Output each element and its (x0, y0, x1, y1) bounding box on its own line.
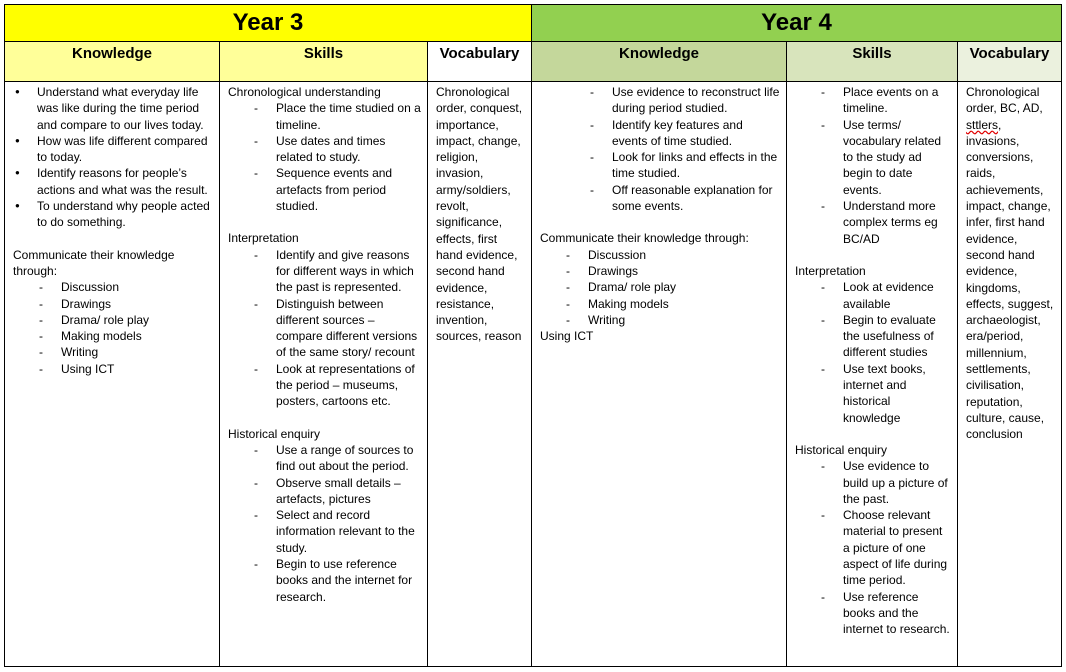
list-item: - Identify key features and events of time studied. (564, 117, 780, 150)
vocabulary-part: Chronological order, BC, AD, (966, 85, 1043, 116)
interpretation-list (795, 279, 951, 426)
list-item: - Use a range of sources to find out about the period. (228, 442, 421, 475)
section-title: Interpretation (795, 263, 866, 278)
list-item: - Drawings (540, 263, 780, 279)
year3-skills-cell (219, 81, 428, 667)
year4-knowledge-cell (531, 81, 787, 667)
section-title: Historical enquiry (228, 426, 321, 441)
list-item: - Off reasonable explanation for some events. (564, 182, 780, 215)
list-item: - Use reference books and the internet to research. (795, 589, 951, 638)
year3-skills-header (219, 41, 428, 82)
list-item: ● Identify reasons for people’s actions and what was the result. (13, 165, 213, 198)
list-item: - Drawings (13, 296, 213, 312)
list-item: - Understand more complex terms eg BC/AD (795, 198, 951, 247)
year4-vocabulary-cell (957, 81, 1062, 667)
list-item: - Observe small details – artefacts, pictures (228, 475, 421, 508)
list-item: - Select and record information relevant to the study. (228, 507, 421, 556)
list-item: - Use evidence to reconstruct life during period studied. (564, 84, 780, 117)
communicate-list (540, 247, 780, 328)
year4-knowledge-list (564, 84, 780, 214)
enquiry-list (228, 442, 421, 605)
communicate-label: Communicate their knowledge through: (540, 231, 749, 246)
section-title: Historical enquiry (795, 442, 888, 457)
year3-title: Year 3 (232, 9, 304, 36)
list-item: - Making models (13, 328, 213, 344)
year3-knowledge-cell (4, 81, 220, 667)
list-item: - Look at evidence available (795, 279, 951, 312)
header-label: Skills (303, 45, 344, 62)
chronological-list (228, 100, 421, 214)
list-item: - Drama/ role play (540, 279, 780, 295)
list-item: - Writing (540, 312, 780, 328)
list-item: - Use terms/ vocabulary related to the study ad begin to date events. (795, 117, 951, 198)
list-item: - Look for links and effects in the time studied. (564, 149, 780, 182)
communicate-label: Communicate their knowledge through: (13, 247, 175, 278)
list-item: - Writing (13, 344, 213, 360)
list-item: - Identify and give reasons for different ways in which the past is represented. (228, 247, 421, 296)
list-item: - Place events on a timeline. (795, 84, 951, 117)
year3-vocabulary-cell (427, 81, 532, 667)
list-item: - Making models (540, 296, 780, 312)
header-label: Vocabulary (439, 45, 520, 62)
list-item: - Begin to use reference books and the internet for research. (228, 556, 421, 605)
enquiry-list (795, 458, 951, 637)
header-label: Knowledge (618, 45, 699, 62)
list-item: - Choose relevant material to present a picture of one aspect of life during time period. (795, 507, 951, 588)
list-item: - Discussion (540, 247, 780, 263)
section-title: Chronological understanding (228, 85, 381, 99)
vocabulary-text (966, 84, 1055, 443)
list-item: - Sequence events and artefacts from period studied. (228, 165, 421, 214)
list-item: - Begin to evaluate the usefulness of different studies (795, 312, 951, 361)
year4-knowledge-header (531, 41, 787, 82)
year3-vocabulary-header (427, 41, 532, 82)
misspelt-word: sttlers (966, 117, 999, 132)
header-label: Vocabulary (969, 45, 1050, 62)
year3-banner (4, 4, 532, 42)
year4-skills-top-list (795, 84, 951, 247)
extra-item: Using ICT (540, 329, 594, 344)
interpretation-list (228, 247, 421, 410)
curriculum-table (4, 4, 1062, 667)
year3-knowledge-list (13, 84, 213, 231)
header-label: Skills (852, 45, 892, 62)
vocabulary-part: , invasions, conversions, raids, achievements, impact, change, infer, first hand evidence, second hand evidence, kingdoms, effects, suggest, archaeologist, era/period, millennium, settlements, civilisation, reputation, culture, cause, conclusion (966, 117, 1054, 442)
list-item: - Using ICT (13, 361, 213, 377)
year4-title: Year 4 (761, 9, 832, 36)
year4-skills-cell (786, 81, 958, 667)
year4-banner (531, 4, 1062, 42)
vocabulary-text: Chronological order, conquest, importance, impact, change, religion, invasion, army/soldiers, revolt, significance, effects, first hand evidence, second hand evidence, resistance, invention, sources, reason (436, 85, 523, 344)
list-item: - Place the time studied on a timeline. (228, 100, 421, 133)
section-title: Interpretation (228, 231, 299, 246)
list-item: ● Understand what everyday life was like during the time period and compare to our lives today. (13, 84, 213, 133)
list-item: - Use dates and times related to study. (228, 133, 421, 166)
list-item: ● To understand why people acted to do something. (13, 198, 213, 231)
list-item: - Drama/ role play (13, 312, 213, 328)
year4-vocabulary-header (957, 41, 1062, 82)
list-item: - Use evidence to build up a picture of the past. (795, 458, 951, 507)
header-label: Knowledge (71, 45, 152, 62)
list-item: ● How was life different compared to today. (13, 133, 213, 166)
year3-knowledge-header (4, 41, 220, 82)
year4-skills-header (786, 41, 958, 82)
list-item: - Discussion (13, 279, 213, 295)
list-item: - Look at representations of the period – museums, posters, cartoons etc. (228, 361, 421, 410)
list-item: - Distinguish between different sources – compare different versions of the same story/ recount (228, 296, 421, 361)
communicate-list (13, 279, 213, 377)
list-item: - Use text books, internet and historical knowledge (795, 361, 951, 426)
